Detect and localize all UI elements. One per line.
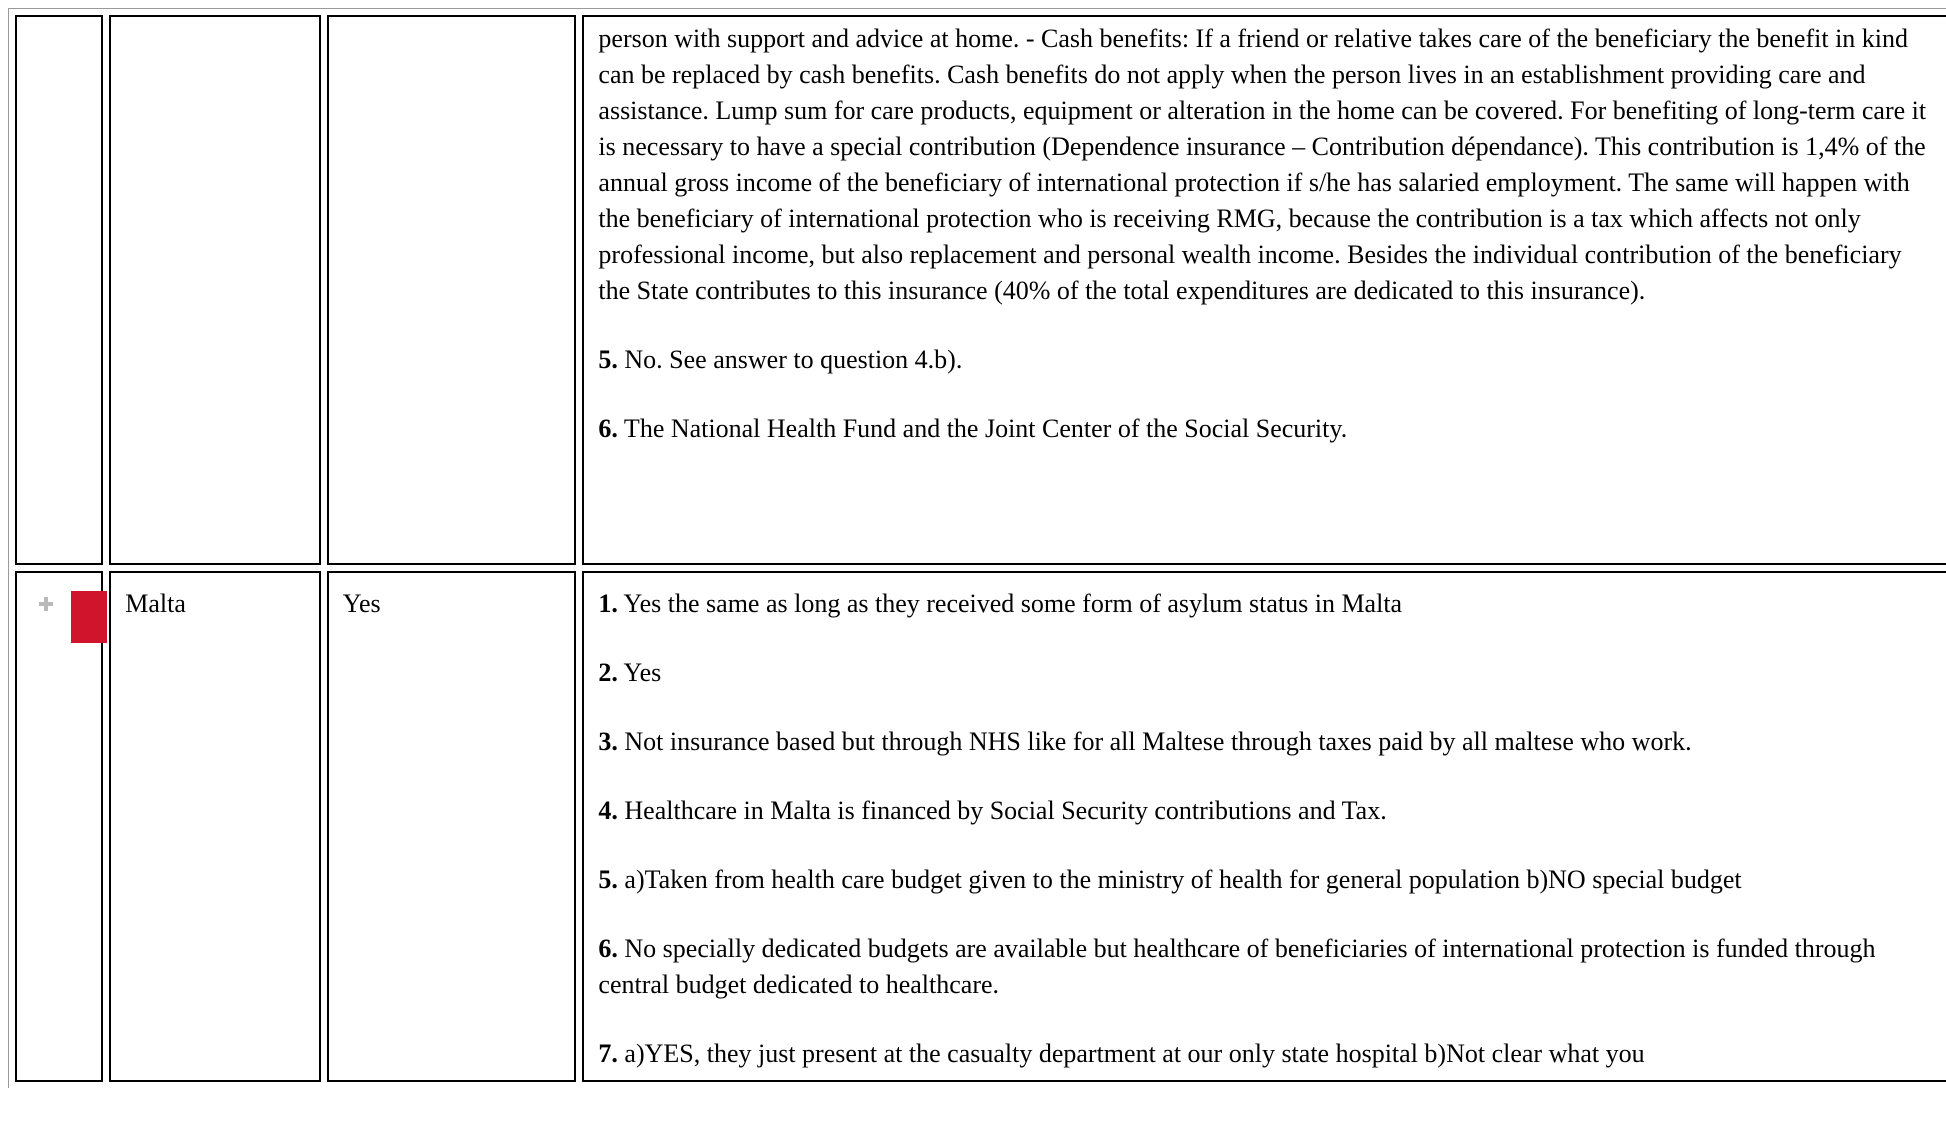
answer-paragraph (598, 21, 1936, 309)
answer-text: Healthcare in Malta is financed by Social Security contributions and Tax. (617, 796, 1387, 825)
answer-number: 2. (598, 658, 618, 687)
status-cell: Yes (327, 571, 577, 1082)
answer-number: 6. (598, 414, 618, 443)
country-answers-table (8, 8, 1946, 1088)
table-row (15, 571, 1946, 1082)
answer-text: No specially dedicated budgets are available but healthcare of beneficiaries of international protection is funded through central budget dedicated to healthcare. (598, 934, 1876, 999)
answers-cell (582, 15, 1946, 565)
answer-paragraph (598, 931, 1936, 1003)
answer-number: 1. (598, 589, 618, 618)
status-cell (327, 15, 577, 565)
answer-text: a)YES, they just present at the casualty department at our only state hospital b)Not clear what you (617, 1039, 1645, 1068)
flag-cell (15, 571, 103, 1082)
country-cell: Malta (109, 571, 321, 1082)
answer-paragraph (598, 411, 1936, 447)
country-cell (109, 15, 321, 565)
answer-paragraph (598, 1036, 1936, 1072)
answer-text: Not insurance based but through NHS like for all Maltese through taxes paid by all maltese who work. (617, 727, 1692, 756)
page-viewport (8, 8, 1946, 1135)
malta-flag-icon (35, 591, 107, 643)
table-row (15, 15, 1946, 565)
answer-paragraph (598, 655, 1936, 691)
answer-number: 6. (598, 934, 618, 963)
answer-text: Yes (617, 658, 662, 687)
george-cross-icon (39, 597, 53, 611)
answer-text: Yes the same as long as they received some form of asylum status in Malta (617, 589, 1403, 618)
answer-number: 3. (598, 727, 618, 756)
flag-cell (15, 15, 103, 565)
answer-text: person with support and advice at home. - Cash benefits: If a friend or relative takes care of the beneficiary the benefit in kind can be replaced by cash benefits. Cash benefits do not apply when the person lives in an establishment providing care and assistance. Lump sum for care products, equipment or alteration in the home can be covered. For benefiting of long-term care it is necessary to have a special contribution (Dependence insurance – Contribution dépendance). This contribution is 1,4% of the annual gross income of the beneficiary of international protection if s/he has salaried employment. The same will happen with the beneficiary of international protection who is receiving RMG, because the contribution is a tax which affects not only professional income, but also replacement and personal wealth income. Besides the individual contribution of the beneficiary the State contributes to this insurance (40% of the total expenditures are dedicated to this insurance). (598, 24, 1927, 305)
answer-number: 7. (598, 1039, 618, 1068)
answer-paragraph (598, 724, 1936, 760)
answers-cell (582, 571, 1946, 1082)
answer-text: a)Taken from health care budget given to the ministry of health for general population b)NO special budget (617, 865, 1742, 894)
answer-text: The National Health Fund and the Joint Center of the Social Security. (617, 414, 1348, 443)
answer-number: 5. (598, 865, 618, 894)
answer-number: 5. (598, 345, 618, 374)
answer-paragraph (598, 342, 1936, 378)
answer-paragraph (598, 793, 1936, 829)
answer-number: 4. (598, 796, 618, 825)
answer-paragraph (598, 862, 1936, 898)
answer-text: No. See answer to question 4.b). (617, 345, 963, 374)
answer-paragraph (598, 586, 1936, 622)
